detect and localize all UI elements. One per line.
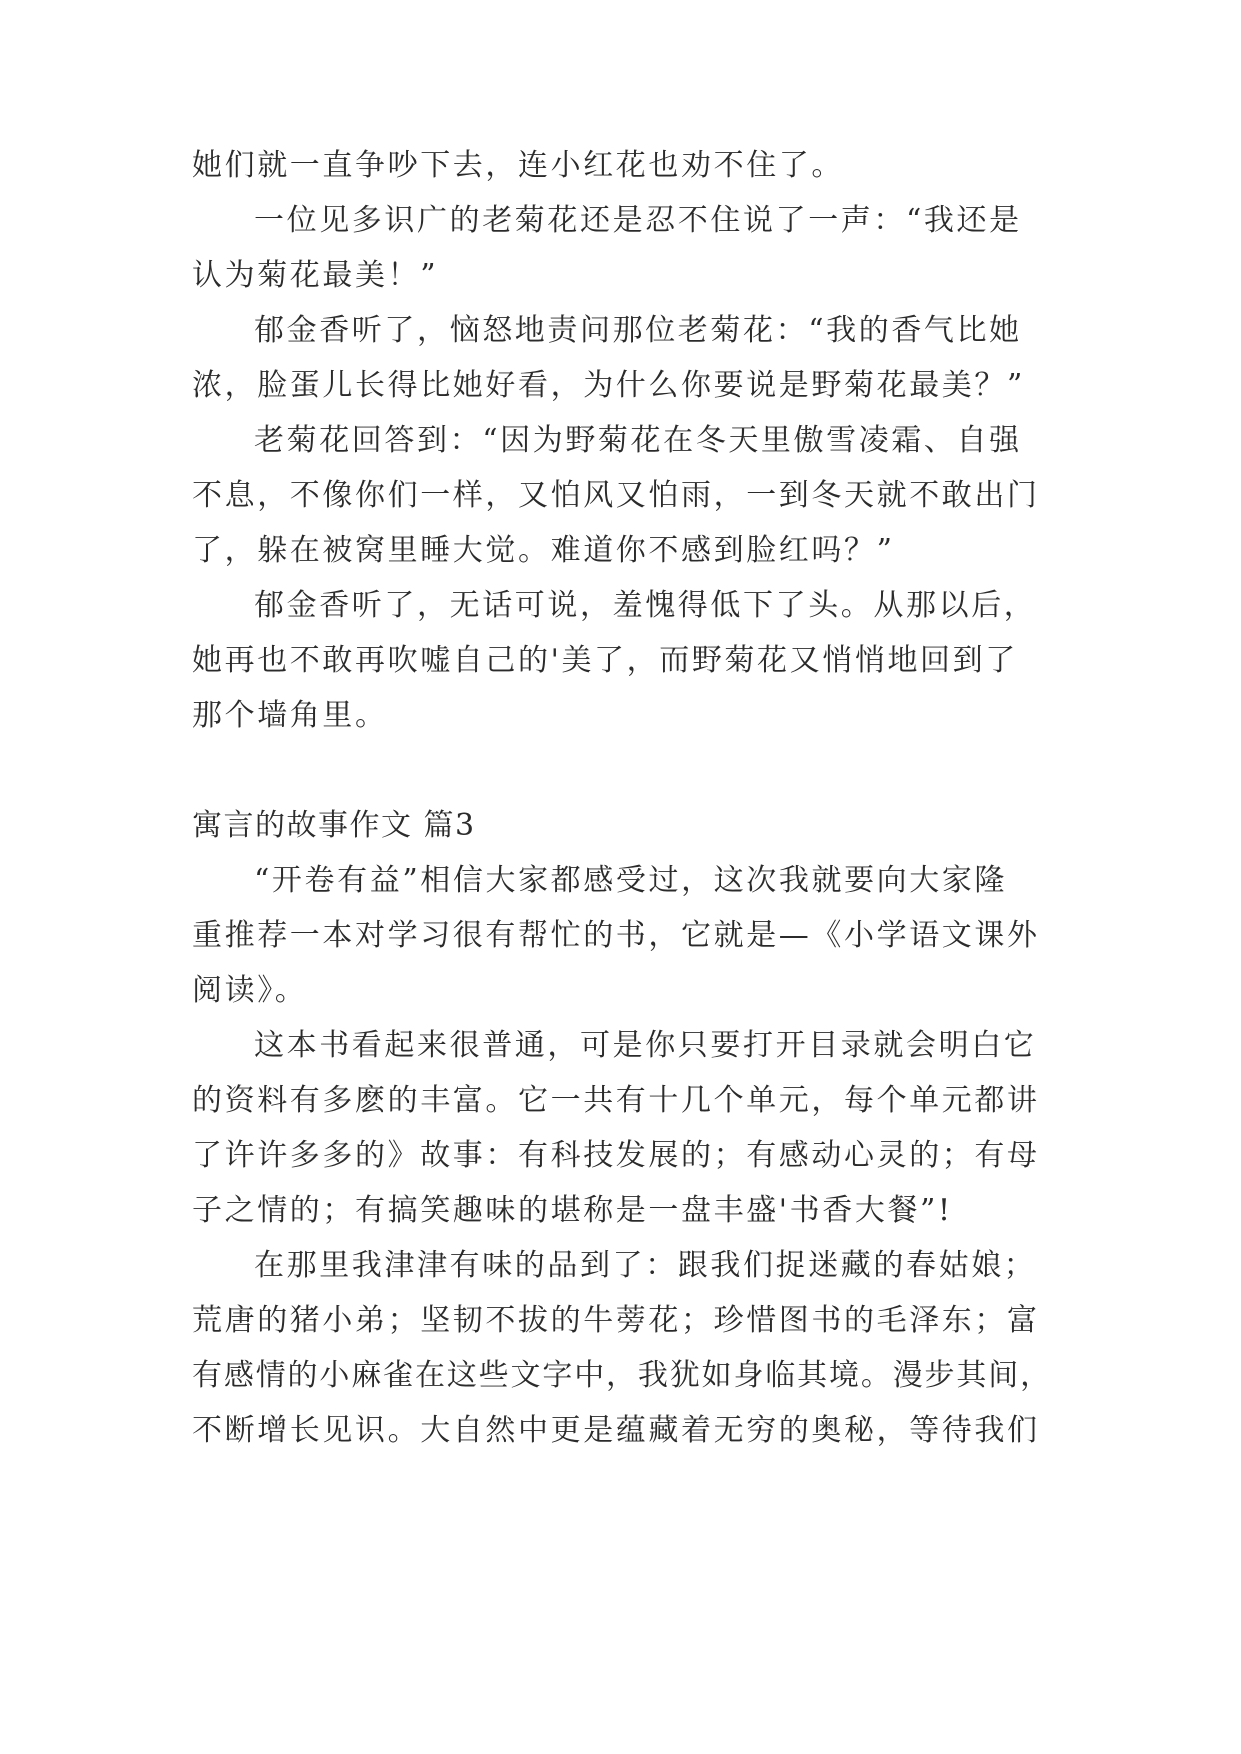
paragraph-line: 认为菊花最美！” [192,258,439,293]
paragraph-line: “开卷有益”相信大家都感受过，这次我就要向大家隆 [254,863,1008,898]
paragraph-line: 这本书看起来很普通，可是你只要打开目录就会明白它 [254,1028,1037,1063]
paragraph-line: 郁金香听了，恼怒地责问那位老菊花：“我的香气比她 [254,313,1022,348]
paragraph-line: 子之情的；有搞笑趣味的堪称是一盘丰盛'书香大餐”! [192,1193,953,1228]
paragraph-line: 有感情的小麻雀在这些文字中，我犹如身临其境。漫步其间， [192,1358,1052,1393]
paragraph-line: 一位见多识广的老菊花还是忍不住说了一声：“我还是 [254,203,1022,238]
paragraph-line: 她再也不敢再吹嘘自己的'美了，而野菊花又悄悄地回到了 [192,643,1018,678]
paragraph-line: 了许许多多的》故事：有科技发展的；有感动心灵的；有母 [192,1138,1040,1173]
paragraph-line: 的资料有多麽的丰富。它一共有十几个单元，每个单元都讲 [192,1083,1040,1118]
paragraph-line: 重推荐一本对学习很有帮忙的书，它就是—《小学语文课外 [192,918,1040,953]
paragraph-line: 荒唐的猪小弟；坚韧不拔的牛蒡花；珍惜图书的毛泽东；富 [192,1303,1040,1338]
paragraph-line: 不断增长见识。大自然中更是蕴藏着无穷的奥秘，等待我们 [192,1413,1040,1448]
paragraph-line: 浓，脸蛋儿长得比她好看，为什么你要说是野菊花最美？” [192,368,1025,403]
paragraph-line: 她们就一直争吵下去，连小红花也劝不住了。 [192,148,844,183]
paragraph-line: 在那里我津津有味的品到了：跟我们捉迷藏的春姑娘； [254,1248,1037,1283]
section-heading: 寓言的故事作文 篇3 [192,808,476,843]
paragraph-line: 郁金香听了，无话可说，羞愧得低下了头。从那以后， [254,588,1037,623]
paragraph-line: 不息，不像你们一样，又怕风又怕雨，一到冬天就不敢出门 [192,478,1040,513]
paragraph-line: 老菊花回答到：“因为野菊花在冬天里傲雪凌霜、自强 [254,423,1022,458]
paragraph-line: 了，躲在被窝里睡大觉。难道你不感到脸红吗？” [192,533,895,568]
paragraph-line: 阅读》。 [192,973,308,1008]
paragraph-line: 那个墙角里。 [192,698,388,733]
